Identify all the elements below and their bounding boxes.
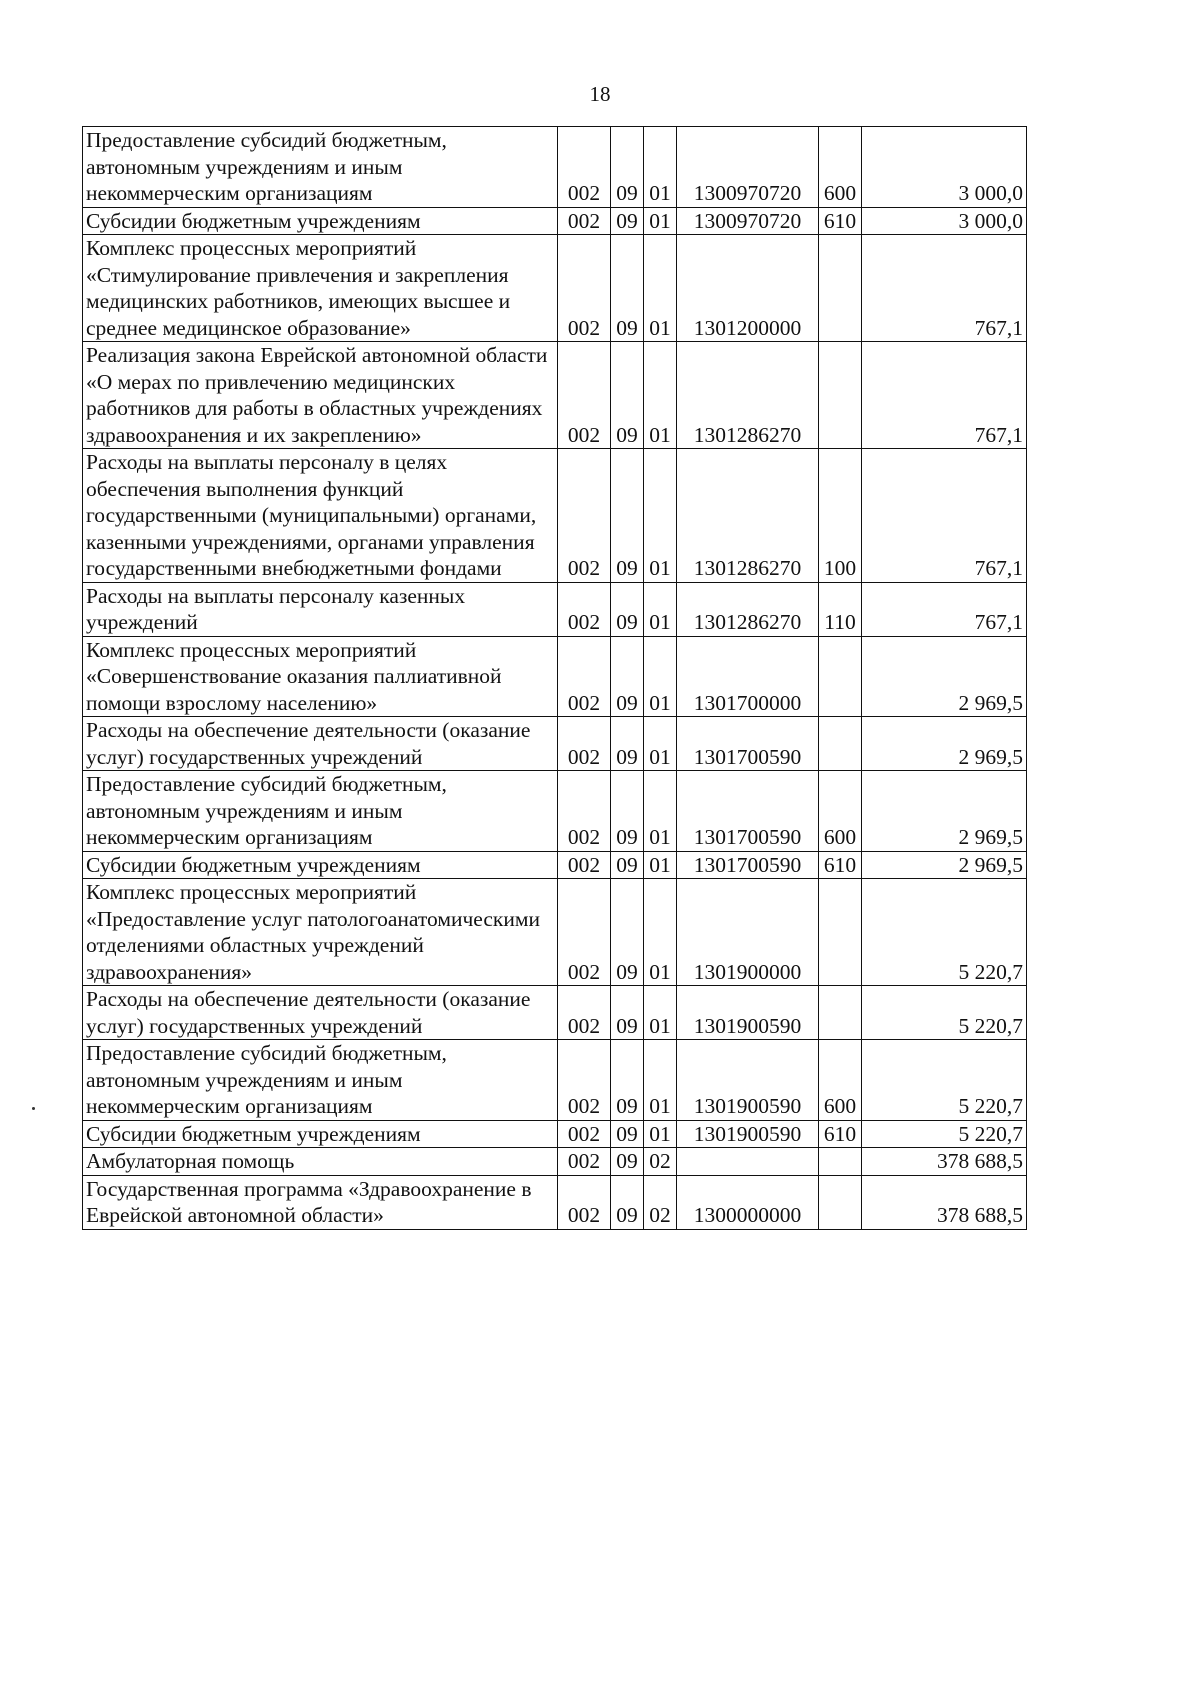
row-amount: 378 688,5: [862, 1175, 1027, 1229]
table-row: [83, 207, 1027, 235]
row-expense-type: [819, 986, 862, 1040]
row-admin-code: 002: [558, 771, 611, 852]
table-row: [83, 879, 1027, 986]
row-section: 09: [611, 1148, 644, 1176]
table-row: [83, 771, 1027, 852]
row-section: 09: [611, 771, 644, 852]
row-name: Расходы на обеспечение деятельности (оказание услуг) государственных учреждений: [83, 717, 558, 771]
row-amount: 3 000,0: [862, 207, 1027, 235]
row-expense-type: 600: [819, 127, 862, 208]
row-admin-code: 002: [558, 879, 611, 986]
row-target-article: 1301286270: [677, 342, 819, 449]
row-name: Комплекс процессных мероприятий «Предоставление услуг патологоанатомическими отделениями областных учреждений здравоохранения»: [83, 879, 558, 986]
row-amount: 5 220,7: [862, 1120, 1027, 1148]
row-subsection: 01: [644, 636, 677, 717]
table-row: [83, 235, 1027, 342]
row-expense-type: [819, 235, 862, 342]
row-target-article: 1301286270: [677, 449, 819, 583]
row-section: 09: [611, 636, 644, 717]
table-row: [83, 717, 1027, 771]
row-subsection: 02: [644, 1148, 677, 1176]
table-row: [83, 449, 1027, 583]
row-admin-code: 002: [558, 1148, 611, 1176]
row-amount: 767,1: [862, 582, 1027, 636]
row-amount: 767,1: [862, 449, 1027, 583]
table-row: [83, 127, 1027, 208]
row-name: Предоставление субсидий бюджетным, автономным учреждениям и иным некоммерческим организациям: [83, 127, 558, 208]
row-section: 09: [611, 1120, 644, 1148]
row-subsection: 01: [644, 771, 677, 852]
table-row: [83, 1175, 1027, 1229]
table-row: [83, 851, 1027, 879]
row-name: Расходы на обеспечение деятельности (оказание услуг) государственных учреждений: [83, 986, 558, 1040]
row-target-article: 1301700590: [677, 851, 819, 879]
row-expense-type: [819, 342, 862, 449]
row-subsection: 01: [644, 582, 677, 636]
row-target-article: 1301700590: [677, 771, 819, 852]
row-amount: 3 000,0: [862, 127, 1027, 208]
row-name: Комплекс процессных мероприятий «Стимулирование привлечения и закрепления медицинских работников, имеющих высшее и среднее медицинское образование»: [83, 235, 558, 342]
row-amount: 5 220,7: [862, 986, 1027, 1040]
budget-table-body: [83, 127, 1027, 1230]
row-amount: 2 969,5: [862, 771, 1027, 852]
scan-speck: [32, 1107, 35, 1110]
row-target-article: 1301900590: [677, 1040, 819, 1121]
row-admin-code: 002: [558, 986, 611, 1040]
row-admin-code: 002: [558, 207, 611, 235]
row-section: 09: [611, 879, 644, 986]
table-row: [83, 1040, 1027, 1121]
row-expense-type: [819, 636, 862, 717]
row-target-article: 1301900590: [677, 986, 819, 1040]
row-expense-type: 600: [819, 1040, 862, 1121]
row-subsection: 01: [644, 127, 677, 208]
row-section: 09: [611, 1040, 644, 1121]
row-amount: 767,1: [862, 235, 1027, 342]
row-subsection: 02: [644, 1175, 677, 1229]
row-admin-code: 002: [558, 449, 611, 583]
row-amount: 767,1: [862, 342, 1027, 449]
row-subsection: 01: [644, 342, 677, 449]
row-name: Субсидии бюджетным учреждениям: [83, 207, 558, 235]
row-subsection: 01: [644, 1040, 677, 1121]
row-name: Государственная программа «Здравоохранение в Еврейской автономной области»: [83, 1175, 558, 1229]
row-amount: 2 969,5: [862, 851, 1027, 879]
row-name: Предоставление субсидий бюджетным, автономным учреждениям и иным некоммерческим организациям: [83, 1040, 558, 1121]
row-name: Расходы на выплаты персоналу казенных учреждений: [83, 582, 558, 636]
row-target-article: 1300000000: [677, 1175, 819, 1229]
row-expense-type: [819, 879, 862, 986]
row-target-article: 1300970720: [677, 207, 819, 235]
page-number: 18: [589, 82, 611, 106]
row-target-article: 1301700590: [677, 717, 819, 771]
row-name: Комплекс процессных мероприятий «Совершенствование оказания паллиативной помощи взрослому населению»: [83, 636, 558, 717]
row-subsection: 01: [644, 207, 677, 235]
row-section: 09: [611, 1175, 644, 1229]
row-target-article: [677, 1148, 819, 1176]
row-target-article: 1301900590: [677, 1120, 819, 1148]
row-name: Реализация закона Еврейской автономной области «О мерах по привлечению медицинских работников для работы в областных учреждениях здравоохранения и их закреплению»: [83, 342, 558, 449]
row-subsection: 01: [644, 986, 677, 1040]
table-row: [83, 986, 1027, 1040]
row-subsection: 01: [644, 717, 677, 771]
row-name: Предоставление субсидий бюджетным, автономным учреждениям и иным некоммерческим организациям: [83, 771, 558, 852]
row-target-article: 1300970720: [677, 127, 819, 208]
row-admin-code: 002: [558, 235, 611, 342]
row-amount: 2 969,5: [862, 636, 1027, 717]
row-section: 09: [611, 449, 644, 583]
row-amount: 2 969,5: [862, 717, 1027, 771]
row-expense-type: 100: [819, 449, 862, 583]
row-section: 09: [611, 342, 644, 449]
row-expense-type: [819, 1175, 862, 1229]
row-section: 09: [611, 127, 644, 208]
row-section: 09: [611, 207, 644, 235]
row-section: 09: [611, 851, 644, 879]
row-admin-code: 002: [558, 127, 611, 208]
row-expense-type: 600: [819, 771, 862, 852]
row-target-article: 1301286270: [677, 582, 819, 636]
row-amount: 378 688,5: [862, 1148, 1027, 1176]
row-subsection: 01: [644, 235, 677, 342]
row-subsection: 01: [644, 1120, 677, 1148]
row-name: Расходы на выплаты персоналу в целях обеспечения выполнения функций государственными (муниципальными) органами, казенными учреждениями, органами управления государственными внебюджетными фондами: [83, 449, 558, 583]
row-expense-type: [819, 717, 862, 771]
row-amount: 5 220,7: [862, 879, 1027, 986]
row-amount: 5 220,7: [862, 1040, 1027, 1121]
row-name: Амбулаторная помощь: [83, 1148, 558, 1176]
table-row: [83, 1148, 1027, 1176]
row-expense-type: [819, 1148, 862, 1176]
table-row: [83, 1120, 1027, 1148]
row-admin-code: 002: [558, 582, 611, 636]
table-row: [83, 342, 1027, 449]
row-expense-type: 110: [819, 582, 862, 636]
row-section: 09: [611, 986, 644, 1040]
row-expense-type: 610: [819, 851, 862, 879]
table-row: [83, 582, 1027, 636]
row-section: 09: [611, 717, 644, 771]
row-subsection: 01: [644, 851, 677, 879]
row-admin-code: 002: [558, 342, 611, 449]
row-name: Субсидии бюджетным учреждениям: [83, 851, 558, 879]
row-admin-code: 002: [558, 636, 611, 717]
row-admin-code: 002: [558, 1040, 611, 1121]
row-expense-type: 610: [819, 207, 862, 235]
row-target-article: 1301200000: [677, 235, 819, 342]
row-admin-code: 002: [558, 717, 611, 771]
row-section: 09: [611, 582, 644, 636]
row-admin-code: 002: [558, 1175, 611, 1229]
row-admin-code: 002: [558, 851, 611, 879]
row-expense-type: 610: [819, 1120, 862, 1148]
row-section: 09: [611, 235, 644, 342]
row-subsection: 01: [644, 879, 677, 986]
row-target-article: 1301900000: [677, 879, 819, 986]
row-target-article: 1301700000: [677, 636, 819, 717]
row-admin-code: 002: [558, 1120, 611, 1148]
budget-table: [82, 126, 1027, 1230]
row-name: Субсидии бюджетным учреждениям: [83, 1120, 558, 1148]
row-subsection: 01: [644, 449, 677, 583]
table-row: [83, 636, 1027, 717]
